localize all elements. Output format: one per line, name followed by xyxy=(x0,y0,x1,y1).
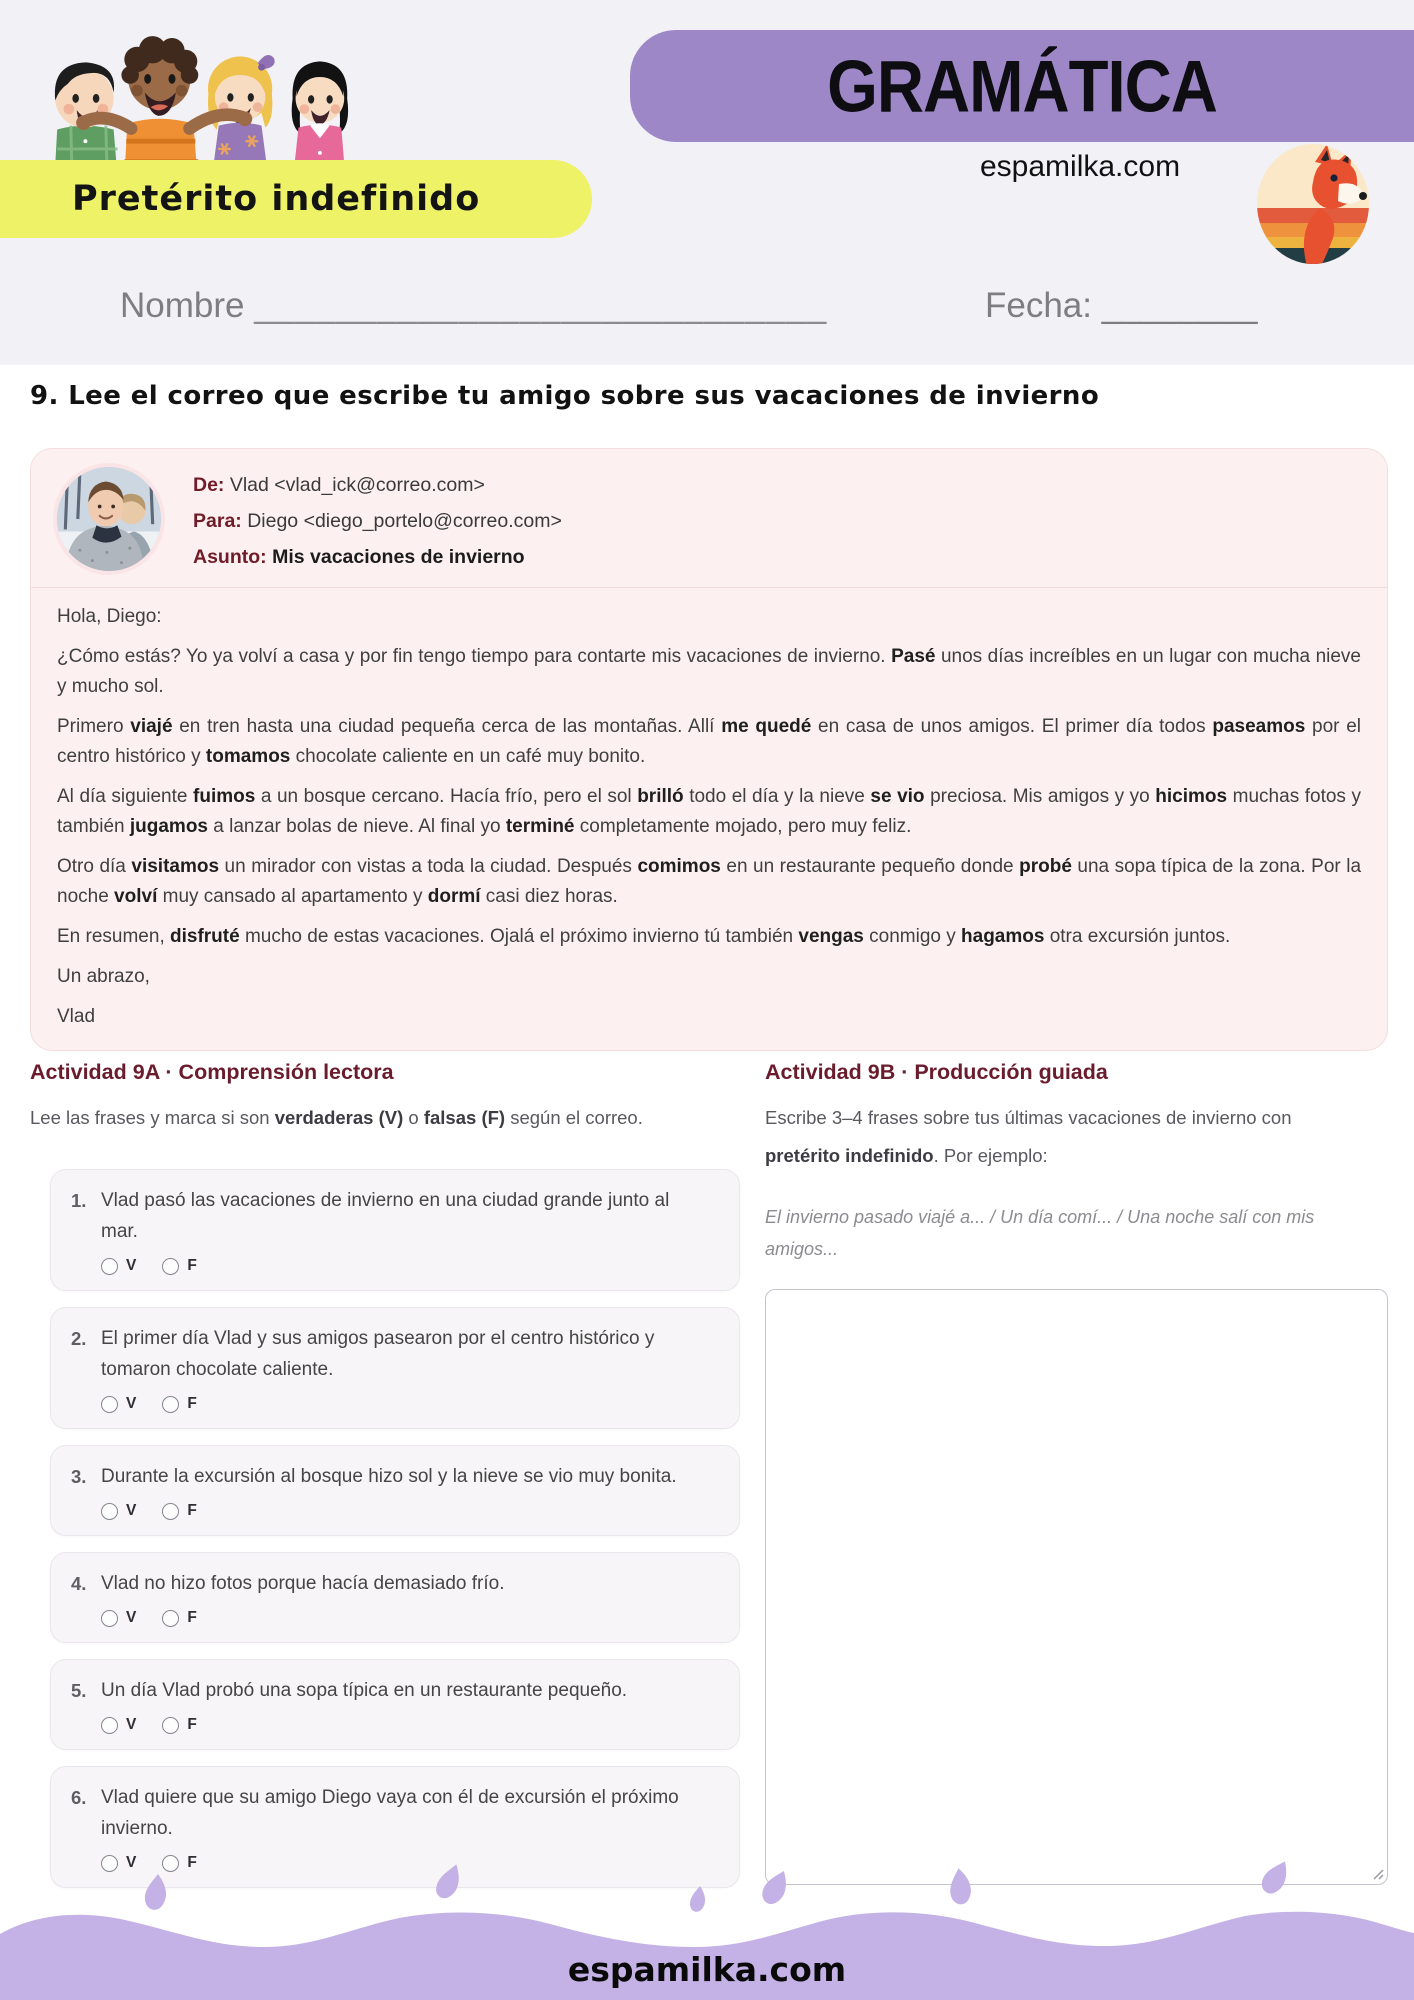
radio-label-f: F xyxy=(187,1854,197,1871)
radio-false[interactable] xyxy=(162,1258,179,1275)
banner xyxy=(630,30,1414,142)
site-name-header: espamilka.com xyxy=(980,150,1181,183)
email-subject-row xyxy=(193,539,1361,575)
activity-9b xyxy=(765,1060,1388,1885)
radio-false[interactable] xyxy=(162,1717,179,1734)
email-paragraph: ¿Cómo estás? Yo ya volví a casa y por fin tengo tiempo para contarte mis vacaciones de invierno. Pasé unos días increíbles en un lugar con mucha nieve y mucho sol. xyxy=(57,646,1361,697)
email-paragraph: Un abrazo, xyxy=(57,966,150,987)
radio-label-v: V xyxy=(126,1502,137,1519)
tf-options xyxy=(101,1716,719,1734)
radio-label-v: V xyxy=(126,1257,137,1274)
item-text: Vlad pasó las vacaciones de invierno en una ciudad grande junto al mar. xyxy=(101,1190,670,1242)
true-false-list xyxy=(50,1169,740,1888)
tf-item-4 xyxy=(50,1552,740,1643)
from-label: De: xyxy=(193,474,225,496)
item-number: 1. xyxy=(71,1190,87,1211)
to-value: Diego <diego_portelo@correo.com> xyxy=(247,510,562,532)
email-paragraph: Otro día visitamos un mirador con vistas a toda la ciudad. Después comimos en un restaurante pequeño donde probé una sopa típica de la zona. Por la noche volví muy cansado al apartamento y dormí casi diez horas. xyxy=(57,856,1362,907)
item-number: 3. xyxy=(71,1466,87,1487)
banner-title: GRAMÁTICA xyxy=(827,44,1217,128)
section-title: 9. Lee el correo que escribe tu amigo sobre sus vacaciones de invierno xyxy=(30,381,1100,411)
email-paragraph: Hola, Diego: xyxy=(57,606,162,627)
tf-options xyxy=(101,1609,719,1627)
radio-true[interactable] xyxy=(101,1717,118,1734)
activity-9b-instruction: Escribe 3–4 frases sobre tus últimas vacaciones de invierno con pretérito indefinido. Por ejemplo: xyxy=(765,1107,1292,1166)
tf-item-1 xyxy=(50,1169,740,1291)
radio-label-v: V xyxy=(126,1395,137,1412)
radio-true[interactable] xyxy=(101,1503,118,1520)
activity-9b-example: El invierno pasado viajé a... / Un día comí... / Una noche salí con mis amigos... xyxy=(765,1207,1315,1259)
to-label: Para: xyxy=(193,510,242,532)
date-row xyxy=(985,286,1257,326)
item-number: 6. xyxy=(71,1787,87,1808)
date-label: Fecha: xyxy=(985,286,1092,325)
radio-label-f: F xyxy=(187,1716,197,1733)
sender-avatar xyxy=(53,463,165,575)
topic-pill xyxy=(0,160,592,238)
date-blank-line: ________ xyxy=(1101,286,1258,325)
email-paragraph: Vlad xyxy=(57,1006,96,1027)
activity-9a xyxy=(30,1060,740,1888)
name-label: Nombre xyxy=(120,286,245,325)
email-to-row xyxy=(193,503,1361,539)
radio-true[interactable] xyxy=(101,1610,118,1627)
from-value: Vlad <vlad_ick@correo.com> xyxy=(229,474,485,496)
item-text: Durante la excursión al bosque hizo sol y la nieve se vio muy bonita. xyxy=(101,1466,677,1487)
writing-area[interactable] xyxy=(765,1289,1388,1885)
item-number: 4. xyxy=(71,1573,87,1594)
email-card xyxy=(30,448,1388,1051)
email-paragraph: Primero viajé en tren hasta una ciudad pequeña cerca de las montañas. Allí me quedé en casa de unos amigos. El primer día todos paseamos por el centro histórico y tomamos chocolate caliente en un café muy bonito. xyxy=(57,716,1361,767)
activity-9b-title: Actividad 9B · Producción guiada xyxy=(765,1060,1108,1084)
name-row xyxy=(120,286,827,326)
tf-options xyxy=(101,1502,719,1520)
tf-options xyxy=(101,1395,719,1413)
radio-true[interactable] xyxy=(101,1258,118,1275)
email-header xyxy=(31,449,1387,588)
item-number: 5. xyxy=(71,1680,87,1701)
radio-label-f: F xyxy=(187,1257,197,1274)
activity-9a-instruction: Lee las frases y marca si son verdaderas (V) o falsas (F) según el correo. xyxy=(30,1107,643,1128)
email-from-row xyxy=(193,467,1361,503)
tf-options xyxy=(101,1257,719,1275)
writing-box xyxy=(765,1289,1388,1885)
name-blank-line: ____________________________ xyxy=(254,286,828,325)
email-paragraph: En resumen, disfruté mucho de estas vacaciones. Ojalá el próximo invierno tú también vengas conmigo y hagamos otra excursión juntos. xyxy=(57,926,1231,947)
radio-label-f: F xyxy=(187,1395,197,1412)
subject-label: Asunto: xyxy=(193,546,267,568)
email-paragraph: Al día siguiente fuimos a un bosque cercano. Hacía frío, pero el sol brilló todo el día y la nieve se vio preciosa. Mis amigos y yo hicimos muchas fotos y también jugamos a lanzar bolas de nieve. Al final yo terminé completamente mojado, pero muy feliz. xyxy=(57,786,1361,837)
item-text: Un día Vlad probó una sopa típica en un restaurante pequeño. xyxy=(101,1680,628,1701)
radio-false[interactable] xyxy=(162,1396,179,1413)
item-text: Vlad no hizo fotos porque hacía demasiado frío. xyxy=(101,1573,505,1594)
tf-item-2 xyxy=(50,1307,740,1429)
radio-true[interactable] xyxy=(101,1396,118,1413)
radio-label-f: F xyxy=(187,1609,197,1626)
radio-label-v: V xyxy=(126,1609,137,1626)
item-number: 2. xyxy=(71,1328,87,1349)
subject-value: Mis vacaciones de invierno xyxy=(272,546,525,568)
radio-false[interactable] xyxy=(162,1503,179,1520)
tf-item-5 xyxy=(50,1659,740,1750)
fox-logo-icon xyxy=(1255,142,1371,266)
radio-label-f: F xyxy=(187,1502,197,1519)
activity-9a-title: Actividad 9A · Comprensión lectora xyxy=(30,1060,394,1084)
radio-label-v: V xyxy=(126,1716,137,1733)
item-text: El primer día Vlad y sus amigos pasearon por el centro histórico y tomaron chocolate caliente. xyxy=(101,1328,655,1380)
radio-false[interactable] xyxy=(162,1610,179,1627)
email-body xyxy=(31,588,1387,1050)
topic-title: Pretérito indefinido xyxy=(72,179,481,219)
radio-label-v: V xyxy=(126,1854,137,1871)
item-text: Vlad quiere que su amigo Diego vaya con él de excursión el próximo invierno. xyxy=(101,1787,679,1839)
footer-site-name: espamilka.com xyxy=(567,1950,847,1989)
tf-item-3 xyxy=(50,1445,740,1536)
